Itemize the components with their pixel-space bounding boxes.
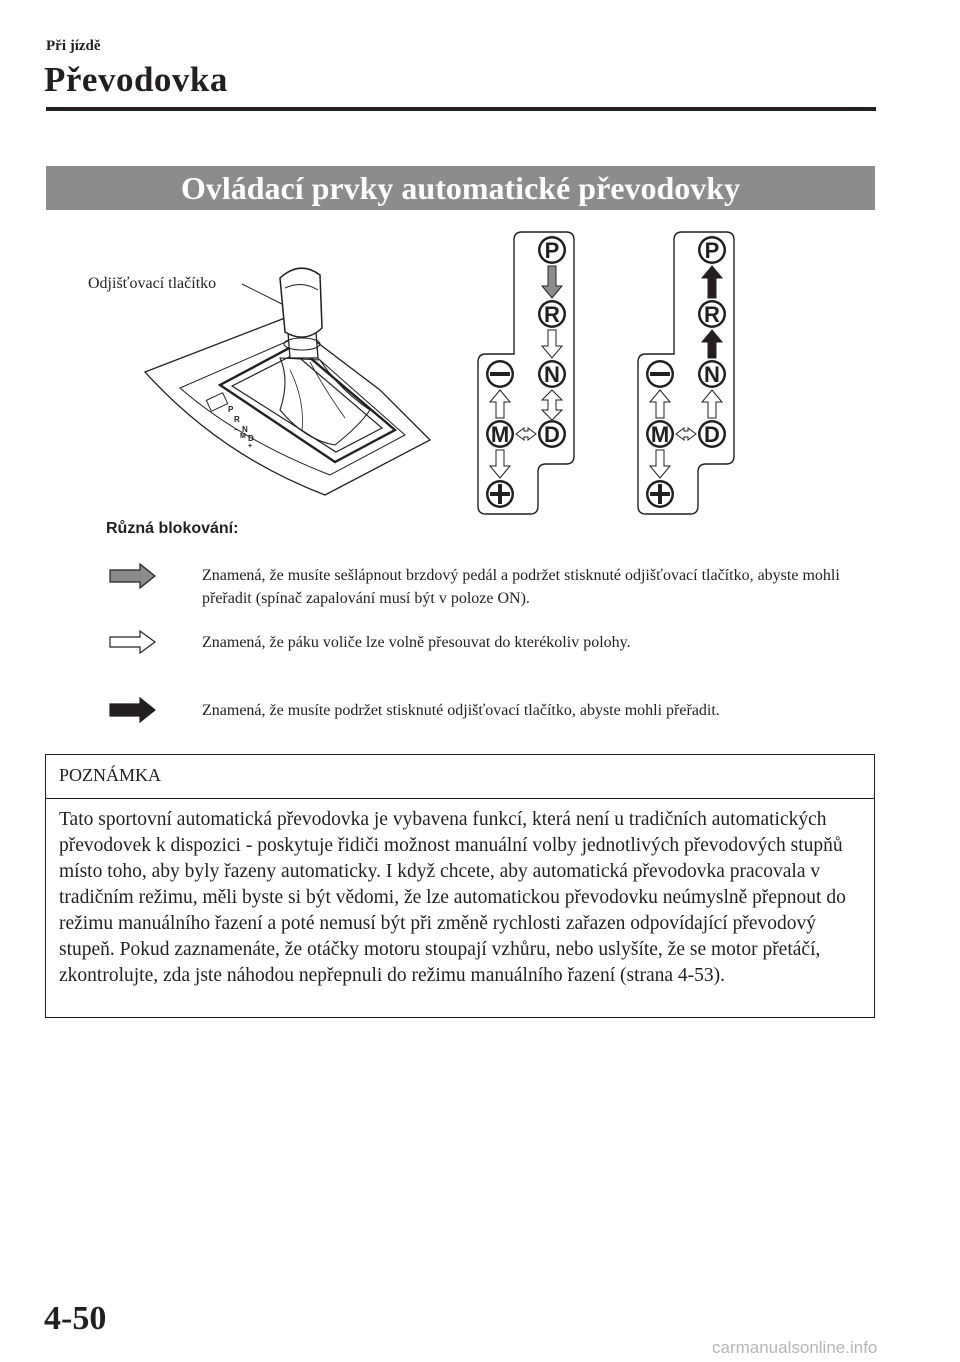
gear-shifter-illustration [130, 240, 450, 500]
outline-arrow-icon [108, 628, 158, 656]
console-label-p: P [228, 405, 234, 414]
legend-item-brake: Znamená, že musíte sešlápnout brzdový pedál a podržet stisknuté odjišťovací tlačítko, abyste mohli přeřadit (spínač zapalování musí být v poloze ON). [202, 567, 840, 607]
legend-item-release: Znamená, že musíte podržet stisknuté odjišťovací tlačítko, abyste mohli přeřadit. [202, 702, 720, 719]
pattern2-label-d: D [704, 422, 720, 447]
shift-pattern-release [630, 226, 742, 516]
black-arrow-icon [702, 266, 722, 298]
pattern2-label-p: P [704, 238, 720, 263]
legend-item-free: Znamená, že páku voliče lze volně přesouvat do kterékoliv polohy. [202, 634, 631, 651]
console-label-n: N [242, 425, 248, 434]
note-body: Tato sportovní automatická převodovka je vybavena funkcí, která není u tradičních automatických převodovek k dispozici - poskytuje řidiči možnost manuální volby jednotlivých převodových stupňů místo toho, aby byly řazeny automaticky. I když chcete, aby automatická převodovka pracovala v tradičním režimu, měli byste si být vědomi, že lze automatickou převodovku neúmyslně přepnout do režimu manuálního řazení a poté nemusí být při změně rychlosti zařazen odpovídající převodový stupeň. Pokud zaznamenáte, že otáčky motoru stoupají vzhůru, nebo uslyšíte, že se motor přetáčí, zkontrolujte, zda jste náhodou nepřepnuli do režimu manuálního řazení (strana 4-53). [59, 809, 846, 986]
pattern-label-p: P [544, 238, 560, 263]
pattern-label-r: R [544, 302, 560, 327]
page-title: Převodovka [44, 60, 228, 99]
minus-icon [650, 372, 670, 376]
pattern2-label-r: R [704, 302, 720, 327]
pattern-label-n: N [544, 362, 560, 387]
console-label-r: R [234, 415, 240, 424]
watermark: carmanualsonline.info [712, 1338, 878, 1357]
legend-title: Různá blokování: [106, 520, 239, 537]
release-button-callout: Odjišťovací tlačítko [88, 275, 217, 292]
outline-arrow-icon [542, 330, 562, 358]
note-box [45, 754, 875, 1018]
minus-icon [490, 372, 510, 376]
console-label-minus: − [234, 427, 239, 434]
console-label-d: D [248, 434, 254, 443]
section-banner: Ovládací prvky automatické převodovky [46, 166, 875, 210]
console-label-m: M [240, 433, 246, 440]
note-heading: POZNÁMKA [46, 755, 874, 799]
pattern-label-d: D [544, 422, 560, 447]
pattern2-label-n: N [704, 362, 720, 387]
shift-pattern-brake [470, 226, 582, 516]
pattern-label-m: M [490, 422, 510, 447]
console-label-plus: + [248, 443, 253, 450]
gray-arrow-icon [542, 266, 562, 298]
page-number: 4-50 [44, 1300, 107, 1337]
pattern2-label-m: M [650, 422, 670, 447]
section-label: Při jízdě [46, 38, 101, 54]
gray-arrow-icon [108, 562, 158, 590]
black-arrow-icon [108, 696, 158, 724]
header-rule [46, 107, 876, 111]
